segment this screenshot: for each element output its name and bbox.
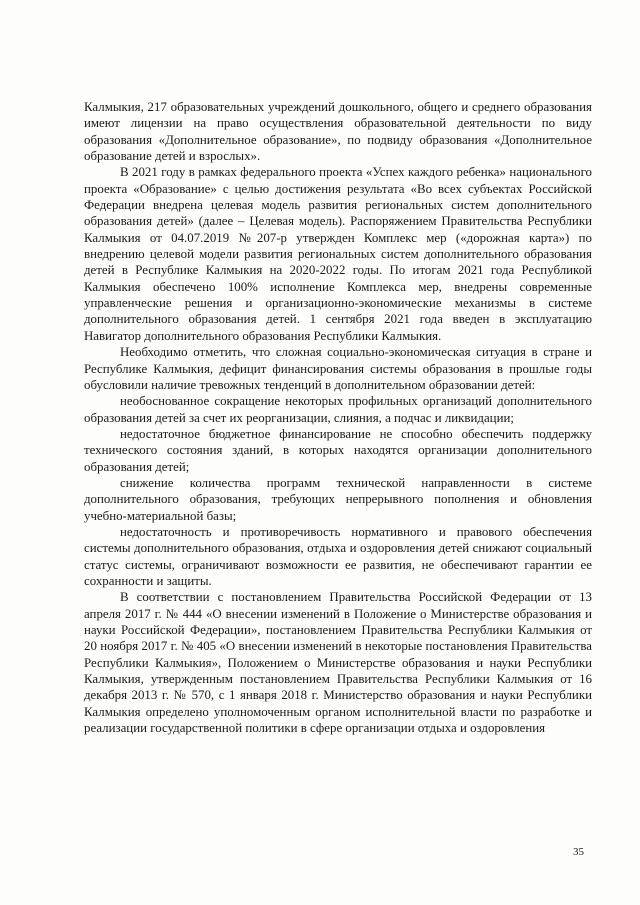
- list-item: недостаточность и противоречивость нормативного и правового обеспечения системы дополнительного образования, отдыха и оздоровления детей снижают социальный статус системы, ограничивают возможности ее развития, не обеспечивают гарантии ее сохранности и защиты.: [84, 524, 592, 588]
- document-body: [84, 99, 592, 736]
- paragraph: В соответствии с постановлением Правительства Российской Федерации от 13 апреля 2017 г. № 444 «О внесении изменений в Положение о Министерстве образования и науки Российской Федерации», постановлением Правительства Республики Калмыкия от 20 ноября 2017 г. № 405 «О внесении изменений в некоторые постановления Правительства Республики Калмыкия», Положением о Министерстве образования и науки Республики Калмыкия, утвержденным постановлением Правительства Республики Калмыкия от 16 декабря 2013 г. № 570, с 1 января 2018 г. Министерство образования и науки Республики Калмыкия определено уполномоченным органом исполнительной власти по разработке и реализации государственной политики в сфере организации отдыха и оздоровления: [84, 590, 592, 736]
- paragraph: Необходимо отметить, что сложная социально-экономическая ситуация в стране и Республике Калмыкия, дефицит финансирования системы образования в прошлые годы обусловили наличие тревожных тенденций в дополнительном образовании детей:: [84, 345, 592, 392]
- list-item: недостаточное бюджетное финансирование не способно обеспечить поддержку технического состояния зданий, в которых находятся организации дополнительного образования детей;: [84, 426, 592, 474]
- page-number: 35: [573, 846, 584, 858]
- paragraph: Калмыкия, 217 образовательных учреждений дошкольного, общего и среднего образования имеют лицензии на право осуществления образовательной деятельности по виду образования «Дополнительное образование», по подвиду образования «Дополнительное образование детей и взрослых».: [84, 100, 592, 164]
- list-item: необоснованное сокращение некоторых профильных организаций дополнительного образования детей за счет их реорганизации, слияния, а подчас и ликвидации;: [84, 394, 592, 425]
- list-item: снижение количества программ технической направленности в системе дополнительного образования, требующих непрерывного пополнения и обновления учебно-материальной базы;: [84, 475, 592, 523]
- paragraph: В 2021 году в рамках федерального проекта «Успех каждого ребенка» национального проекта «Образование» с целью достижения результата «Во всех субъектах Российской Федерации внедрена целевая модель развития региональных систем дополнительного образования детей» (далее – Целевая модель). Распоряжением Правительства Республики Калмыкия от 04.07.2019 №207-р утвержден Комплекс мер («дорожная карта») по внедрению целевой модели развития региональных систем дополнительного образования детей в Республике Калмыкия на 2020-2022 годы. По итогам 2021 года Республикой Калмыкия обеспечено 100% исполнение Комплекса мер, внедрены современные управленческие решения и организационно-экономические механизмы в системе дополнительного образования детей. 1 сентября 2021 года введен в эксплуатацию Навигатор дополнительного образования Республики Калмыкия.: [84, 165, 592, 343]
